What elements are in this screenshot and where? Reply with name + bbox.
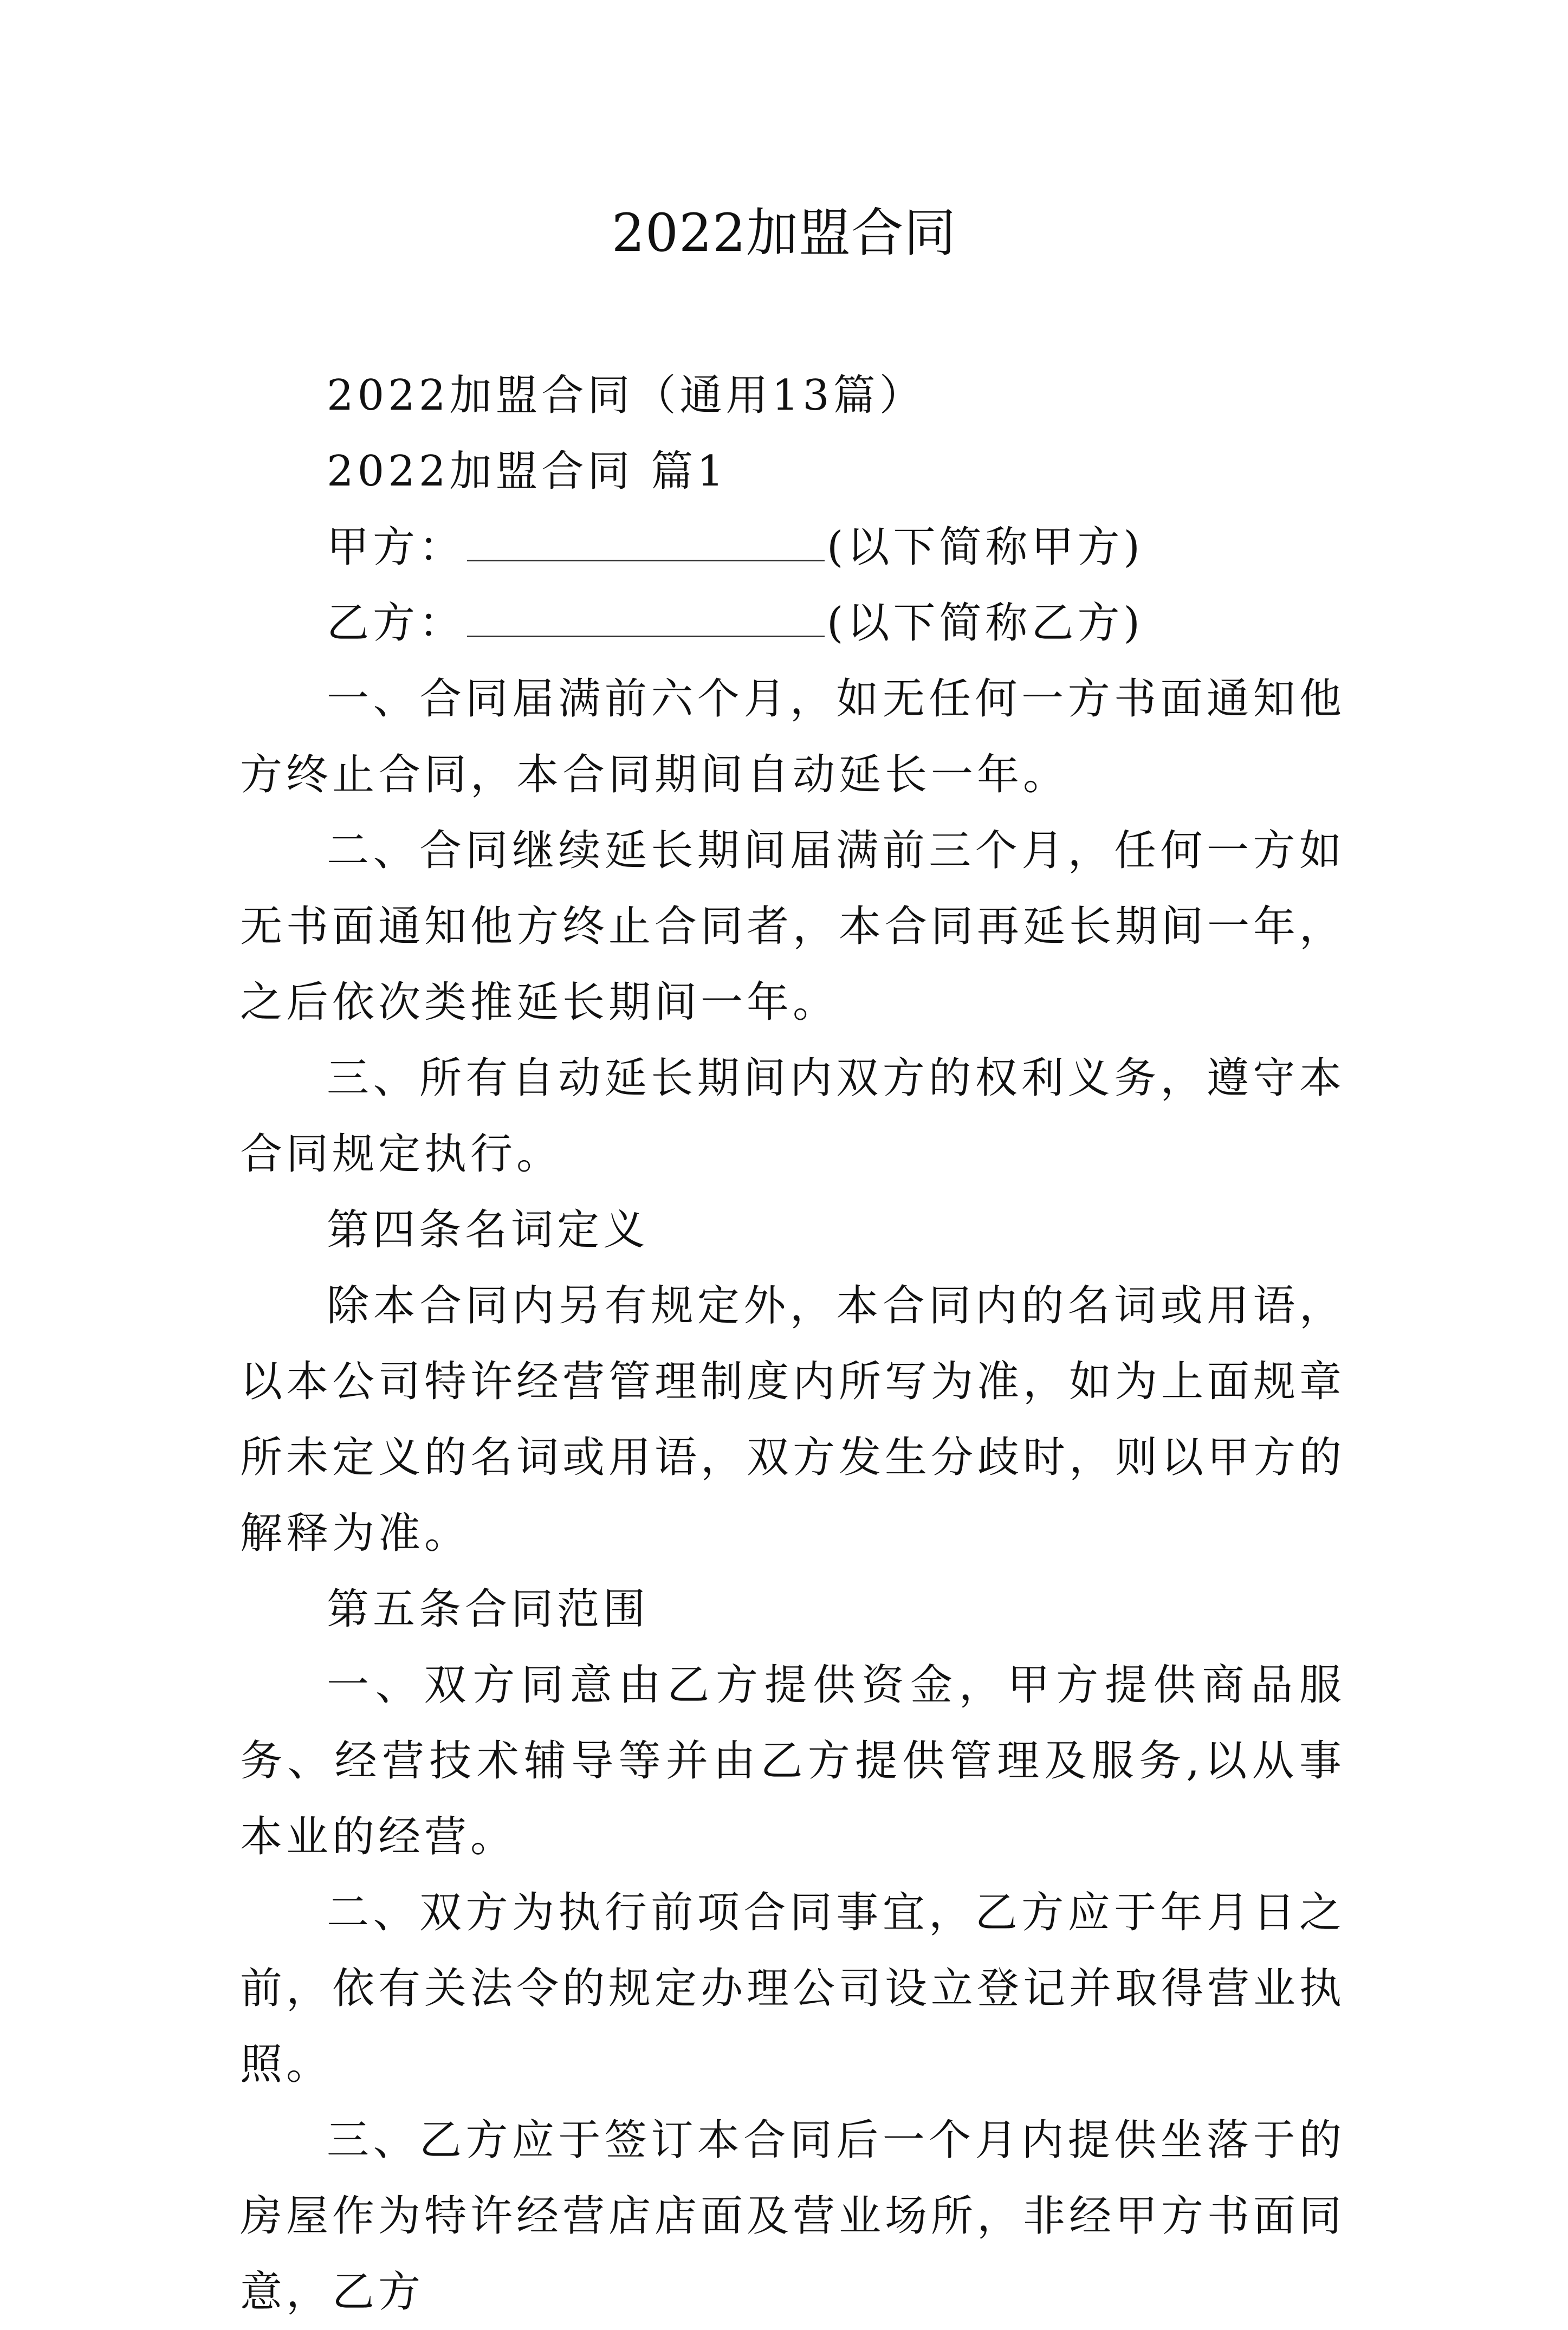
- party-a-label: 甲方：: [327, 523, 465, 572]
- paragraph: 一、双方同意由乙方提供资金，甲方提供商品服务、经营技术辅导等并由乙方提供管理及服务,以从事本业的经营。: [240, 1661, 1345, 1861]
- paragraph: 二、合同继续延长期间届满前三个月，任何一方如无书面通知他方终止合同者，本合同再延长期间一年，之后依次类推延长期间一年。: [240, 826, 1346, 1027]
- party-b-note: (以下简称乙方): [827, 599, 1144, 648]
- paragraph: 二、双方为执行前项合同事宜，乙方应于年月日之前，依有关法令的规定办理公司设立登记并取得营业执照。: [240, 1888, 1346, 2089]
- paragraph: 三、乙方应于签订本合同后一个月内提供坐落于的房屋作为特许经营店店面及营业场所，非经甲方书面同意，乙方: [240, 2116, 1346, 2316]
- article-heading: 第四条名词定义: [327, 1206, 650, 1254]
- party-a-blank: [467, 522, 825, 561]
- party-a-note: (以下简称甲方): [827, 523, 1144, 572]
- section-heading: 2022加盟合同 篇1: [327, 447, 728, 496]
- party-a-line: [240, 509, 1345, 585]
- party-b-label: 乙方：: [327, 599, 465, 648]
- article-heading: 第五条合同范围: [327, 1585, 650, 1634]
- paragraph: 三、所有自动延长期间内双方的权利义务，遵守本合同规定执行。: [240, 1054, 1345, 1179]
- document-title: 2022加盟合同: [611, 203, 957, 263]
- paragraph: 一、合同届满前六个月，如无任何一方书面通知他方终止合同，本合同期间自动延长一年。: [240, 675, 1345, 799]
- party-b-blank: [467, 598, 825, 637]
- paragraph: 除本合同内另有规定外，本合同内的名词或用语，以本公司特许经营管理制度内所写为准，如为上面规章所未定义的名词或用语，双方发生分歧时，则以甲方的解释为准。: [240, 1282, 1346, 1558]
- document-subtitle: 2022加盟合同（通用13篇）: [327, 371, 925, 420]
- party-b-line: [240, 585, 1345, 661]
- document-body: [240, 358, 1345, 2330]
